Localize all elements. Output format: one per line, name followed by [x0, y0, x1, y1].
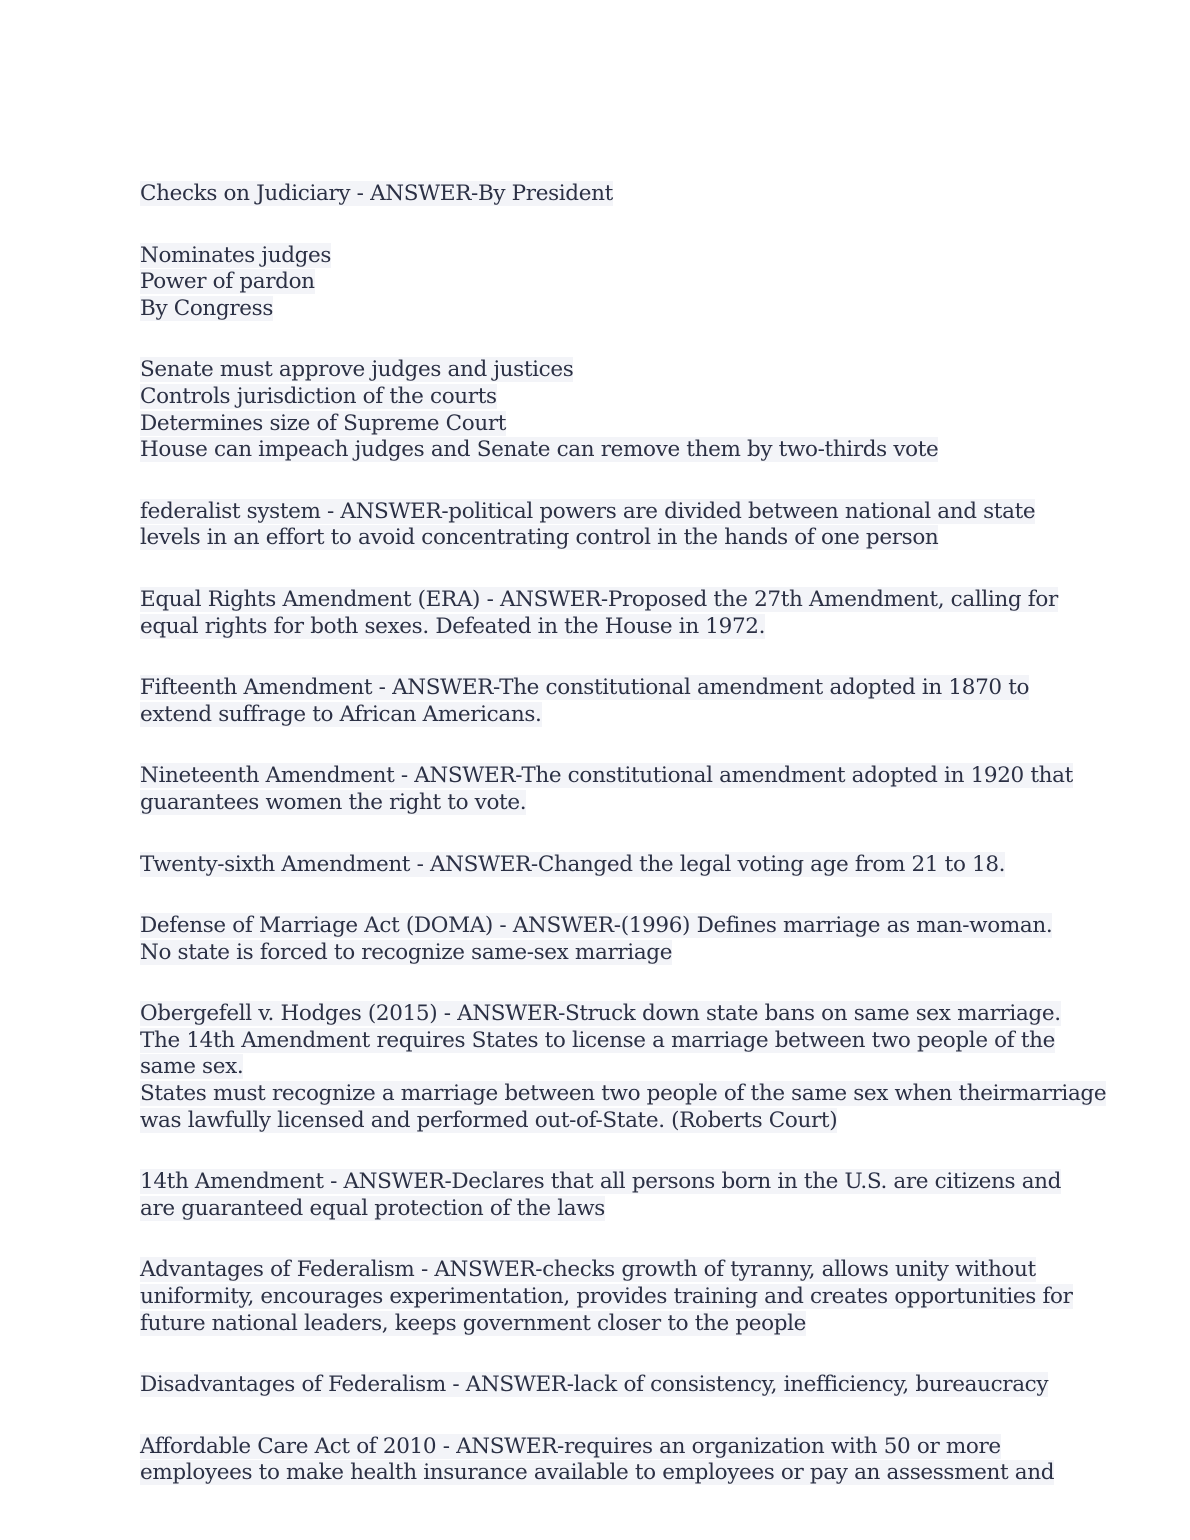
text-line: Affordable Care Act of 2010 - ANSWER-requires an organization with 50 or more: [140, 1433, 1001, 1459]
text-line: Twenty-sixth Amendment - ANSWER-Changed the legal voting age from 21 to 18.: [140, 851, 1006, 877]
text-line: Advantages of Federalism - ANSWER-checks growth of tyranny, allows unity without: [140, 1257, 1036, 1283]
text-line: was lawfully licensed and performed out-of-State. (Roberts Court): [140, 1107, 838, 1133]
text-line: employees to make health insurance available to employees or pay an assessment and: [140, 1460, 1055, 1486]
paragraph: [140, 357, 1070, 463]
text-line: same sex.: [140, 1054, 244, 1080]
text-line: Obergefell v. Hodges (2015) - ANSWER-Struck down state bans on same sex marriage.: [140, 1001, 1061, 1027]
paragraph: [140, 1001, 1107, 1134]
text-line: Senate must approve judges and justices: [140, 357, 574, 383]
text-line: are guaranteed equal protection of the laws: [140, 1195, 605, 1221]
text-line: Checks on Judiciary - ANSWER-By President: [140, 181, 613, 206]
text-line: Nineteenth Amendment - ANSWER-The constitutional amendment adopted in 1920 that: [140, 763, 1073, 789]
paragraph: [140, 243, 1070, 323]
text-line: No state is forced to recognize same-sex marriage: [140, 939, 673, 965]
text-line: Determines size of Supreme Court: [140, 410, 507, 436]
paragraph: [140, 1257, 1073, 1337]
text-line: federalist system - ANSWER-political powers are divided between national and state: [140, 498, 1036, 524]
paragraph: [140, 181, 1070, 208]
text-line: 14th Amendment - ANSWER-Declares that all persons born in the U.S. are citizens and: [140, 1169, 1062, 1195]
text-line: Controls jurisdiction of the courts: [140, 383, 497, 409]
text-line: The 14th Amendment requires States to license a marriage between two people of the: [140, 1027, 1056, 1053]
text-line: equal rights for both sexes. Defeated in the House in 1972.: [140, 613, 766, 639]
text-line: States must recognize a marriage between two people of the same sex when theirmarriage: [140, 1081, 1107, 1107]
paragraph: [140, 913, 1070, 966]
paragraph: [140, 763, 1073, 816]
paragraph: [140, 852, 1070, 879]
text-line: future national leaders, keeps government closer to the people: [140, 1310, 807, 1336]
text-line: House can impeach judges and Senate can remove them by two-thirds vote: [140, 437, 939, 463]
paragraph: [140, 1169, 1070, 1222]
paragraph: [140, 499, 1070, 552]
text-line: Disadvantages of Federalism - ANSWER-lack of consistency, inefficiency, bureaucracy: [140, 1372, 1049, 1398]
paragraph: [140, 1372, 1070, 1399]
paragraph: [140, 1434, 1070, 1487]
text-line: extend suffrage to African Americans.: [140, 701, 542, 727]
text-line: Power of pardon: [140, 269, 315, 295]
text-line: Defense of Marriage Act (DOMA) - ANSWER-(1996) Defines marriage as man-woman.: [140, 913, 1053, 939]
text-line: Nominates judges: [140, 242, 332, 268]
text-line: guarantees women the right to vote.: [140, 789, 527, 815]
text-line: Equal Rights Amendment (ERA) - ANSWER-Proposed the 27th Amendment, calling for: [140, 586, 1058, 612]
text-line: levels in an effort to avoid concentrating control in the hands of one person: [140, 525, 939, 551]
text-line: uniformity, encourages experimentation, provides training and creates opportunities for: [140, 1284, 1073, 1310]
text-line: Fifteenth Amendment - ANSWER-The constitutional amendment adopted in 1870 to: [140, 675, 1030, 701]
paragraph: [140, 675, 1070, 728]
document-body: [140, 181, 1107, 1522]
text-line: By Congress: [140, 295, 274, 321]
paragraph: [140, 587, 1070, 640]
